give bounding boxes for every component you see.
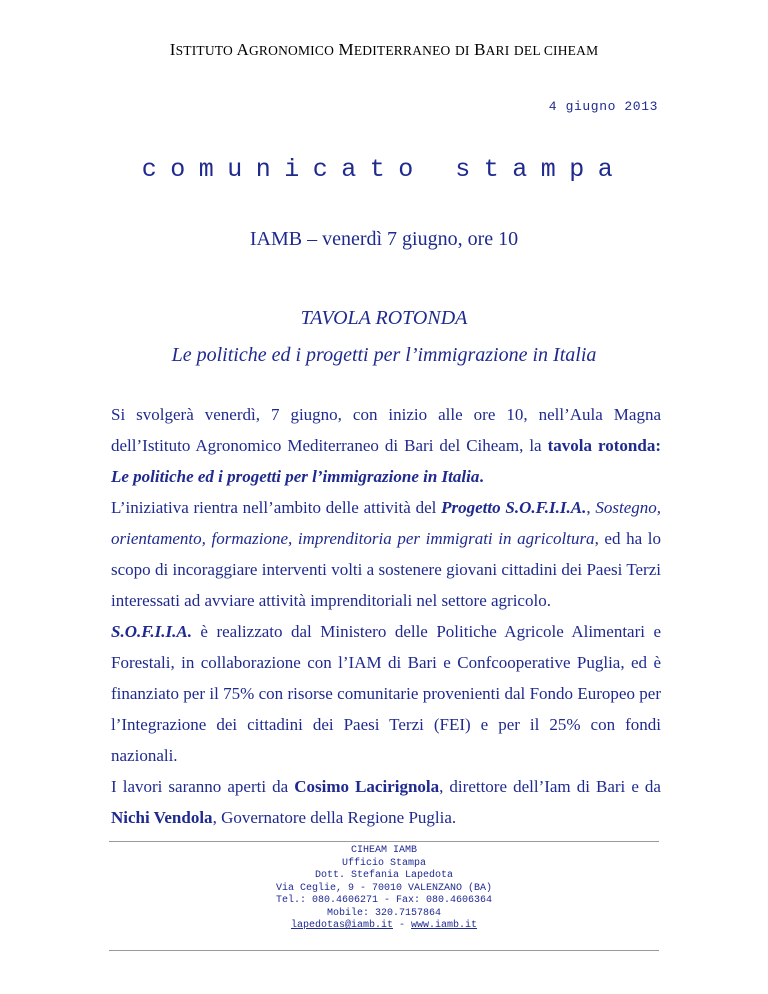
text-run: , ed ha lo scopo di incoraggiare interventi volti a sostenere giovani cittadini dei Paesi Terzi interessati ad avviare attività imprenditoriali nel settore agricolo. — [111, 529, 661, 610]
header-word: ARI — [485, 43, 510, 58]
header-word: EDITERRANEO — [353, 43, 451, 58]
footer-address: Via Ceglie, 9 - 70010 VALENZANO (BA) — [275, 882, 493, 894]
header-word: DI — [454, 43, 470, 58]
text-run-bold: tavola rotonda: — [547, 436, 661, 455]
text-run: è realizzato dal Ministero delle Politiche Agricole Alimentari e Forestali, in collaborazione con l’IAM di Bari e Confcooperative Puglia, ed è finanziato per il 75% con risorse comunitarie provenienti dal Fondo Europeo per l’Integrazione dei cittadini dei Paesi Terzi (FEI) e per il 25% con fondi nazionali. — [111, 622, 661, 765]
footer-divider-bottom — [109, 950, 659, 951]
footer-phone: Tel.: 080.4606271 - Fax: 080.4606364 — [275, 895, 493, 906]
round-table-title: TAVOLA ROTONDA — [300, 307, 468, 329]
text-run: , — [586, 498, 596, 517]
paragraph-funding — [111, 616, 661, 771]
footer-office: Ufficio Stampa — [341, 857, 426, 869]
link-separator: - — [393, 920, 412, 931]
footer-mobile: Mobile: 320.7157864 — [326, 907, 442, 919]
header-initial: M — [338, 40, 354, 59]
footer-links — [109, 920, 659, 933]
text-run: , Governatore della Regione Puglia. — [212, 808, 457, 827]
website-link[interactable]: www.iamb.it — [411, 920, 478, 931]
header-initial: I — [169, 40, 176, 59]
header-initial: A — [236, 40, 249, 59]
press-release-body — [111, 399, 661, 833]
speaker-name: Cosimo Lacirignola — [294, 777, 440, 796]
header-word: DEL CIHEAM — [513, 43, 599, 58]
paragraph-project — [111, 492, 661, 616]
header-word: STITUTO — [175, 43, 233, 58]
paragraph-speakers — [111, 771, 661, 833]
text-run: , direttore dell’Iam di Bari e da — [439, 777, 661, 796]
text-run: L’iniziativa rientra nell’ambito delle attività del — [111, 498, 442, 517]
press-office-footer — [109, 845, 659, 933]
header-initial: B — [474, 40, 486, 59]
text-run: Si svolgerà venerdì, 7 giugno, con inizio alle ore 10, nell’Aula Magna dell’Istituto Agronomico Mediterraneo di Bari del Ciheam, la — [111, 405, 661, 455]
project-name: S.O.F.I.I.A. — [111, 622, 192, 641]
footer-org: CIHEAM IAMB — [350, 845, 417, 856]
text-run-italic: Sostegno, orientamento, formazione, imprenditoria per immigrati in agricoltura — [111, 498, 661, 548]
footer-divider-top — [109, 841, 659, 842]
speaker-name: Nichi Vendola — [111, 808, 213, 827]
footer-contact: Dott. Stefania Lapedota — [314, 870, 454, 881]
event-line: IAMB – venerdì 7 giugno, ore 10 — [249, 228, 519, 250]
email-link[interactable]: lapedotas@iamb.it — [290, 920, 393, 931]
release-date: 4 giugno 2013 — [548, 99, 658, 114]
header-word: GRONOMICO — [248, 43, 335, 58]
paragraph-intro — [111, 399, 661, 492]
text-run: I lavori saranno aperti da — [111, 777, 295, 796]
project-name: Progetto S.O.F.I.I.A. — [441, 498, 587, 517]
text-run-bold-italic: Le politiche ed i progetti per l’immigrazione in Italia — [111, 467, 480, 486]
institute-header — [0, 40, 768, 60]
press-release-label: comunicato stampa — [141, 155, 627, 184]
round-table-subtitle: Le politiche ed i progetti per l’immigrazione in Italia — [171, 344, 597, 366]
text-run-bold: . — [479, 467, 484, 486]
